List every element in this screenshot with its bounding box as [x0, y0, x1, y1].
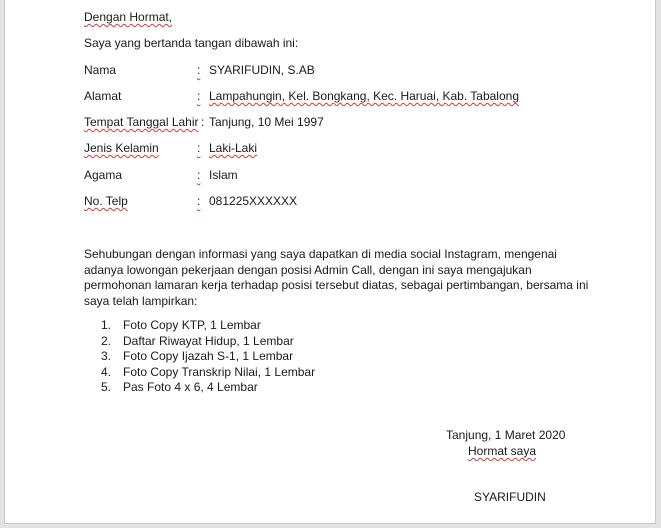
attachment-list — [101, 318, 315, 396]
field-label: No. Telp — [84, 194, 128, 208]
field-value: Tanjung, 10 Mei 1997 — [209, 115, 324, 129]
field-value: Lampahungin, Kel. Bongkang, Kec. Haruai, Kab. Tabalong — [209, 89, 519, 103]
body-paragraph — [84, 247, 589, 309]
list-item: 5. Pas Foto 4 x 6, 4 Lembar — [101, 380, 258, 394]
document-page — [4, 0, 656, 524]
field-label: Alamat — [84, 89, 122, 103]
field-separator: : — [197, 194, 201, 208]
field-value: Islam — [209, 168, 238, 182]
list-item: 1. Foto Copy KTP, 1 Lembar — [101, 318, 261, 332]
salutation: Dengan Hormat, — [84, 10, 173, 24]
field-separator: : — [197, 141, 201, 155]
field-separator: : — [197, 63, 201, 77]
field-value: Laki-Laki — [209, 141, 258, 155]
closing-regards: Hormat saya — [468, 444, 537, 458]
field-label: Nama — [84, 63, 117, 77]
body-line: adanya lowongan pekerjaan dengan posisi Admin Call, dengan ini saya mengajukan — [84, 262, 532, 277]
list-item: 2. Daftar Riwayat Hidup, 1 Lembar — [101, 333, 294, 348]
field-separator: : — [201, 115, 205, 129]
body-line: Sehubungan dengan informasi yang saya dapatkan di media social Instagram, mengenai — [84, 247, 557, 261]
body-line: permohonan lamaran kerja terhadap posisi tersebut diatas, sebagai pertimbangan, bersama ini — [84, 278, 589, 292]
list-item: 4. Foto Copy Transkrip Nilai, 1 Lembar — [101, 364, 316, 379]
signature-name: SYARIFUDIN — [474, 490, 546, 504]
field-separator: : — [197, 89, 201, 103]
list-item: 3. Foto Copy Ijazah S-1, 1 Lembar — [101, 349, 294, 363]
body-line: saya telah lampirkan: — [84, 293, 198, 308]
field-value: 081225XXXXXX — [209, 194, 298, 208]
field-label: Tempat Tanggal Lahir — [84, 115, 199, 129]
field-label: Jenis Kelamin — [84, 141, 159, 155]
intro-line: Saya yang bertanda tangan dibawah ini: — [84, 36, 299, 50]
field-value: SYARIFUDIN, S.AB — [209, 63, 315, 77]
field-separator: : — [197, 168, 201, 182]
place-date: Tanjung, 1 Maret 2020 — [446, 428, 566, 442]
field-label: Agama — [84, 168, 123, 182]
